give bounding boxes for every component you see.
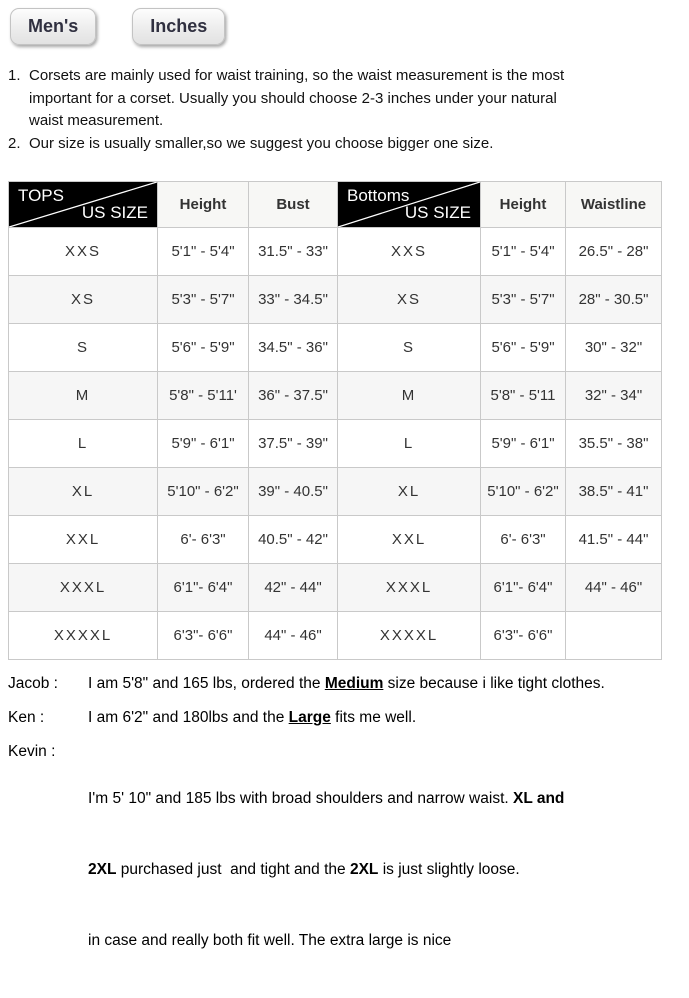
bottoms-height-cell: 5'3" - 5'7" bbox=[481, 276, 566, 324]
bottoms-size-cell: XXL bbox=[338, 516, 481, 564]
tops-size-cell: XL bbox=[9, 468, 158, 516]
tops-size-cell: XXS bbox=[9, 228, 158, 276]
bottoms-height-cell: 6'- 6'3" bbox=[481, 516, 566, 564]
bottoms-height-cell: 6'3"- 6'6" bbox=[481, 612, 566, 660]
bust-cell: 37.5" - 39" bbox=[249, 420, 338, 468]
bottoms-height-cell: 5'6" - 5'9" bbox=[481, 324, 566, 372]
bottoms-size-cell: L bbox=[338, 420, 481, 468]
header-row bbox=[9, 182, 662, 228]
table-row bbox=[9, 564, 662, 612]
tops-height-cell: 5'8" - 5'11' bbox=[158, 372, 249, 420]
waistline-header: Waistline bbox=[566, 182, 662, 228]
tops-size-cell: S bbox=[9, 324, 158, 372]
testimonial-text: I am 6'2" and 180lbs and the Large fits me well. bbox=[88, 709, 417, 726]
gender-button[interactable]: Men's bbox=[10, 8, 96, 45]
testimonial-text bbox=[88, 741, 689, 998]
bust-cell: 34.5" - 36" bbox=[249, 324, 338, 372]
note-text: Our size is usually smaller,so we suggest you choose bigger one size. bbox=[29, 134, 494, 152]
toolbar bbox=[0, 0, 689, 45]
table-row bbox=[9, 516, 662, 564]
note-number: 1. bbox=[8, 67, 21, 84]
tops-height-header: Height bbox=[158, 182, 249, 228]
tops-height-cell: 6'1"- 6'4" bbox=[158, 564, 249, 612]
table-row bbox=[9, 324, 662, 372]
note-item-2 bbox=[8, 133, 689, 156]
kevin-line-2: 2XL purchased just and tight and the 2XL is just slightly loose. bbox=[88, 861, 520, 878]
size-highlight: 2XL bbox=[88, 861, 117, 878]
notes-list bbox=[8, 65, 689, 155]
table-row bbox=[9, 612, 662, 660]
tops-size-cell: L bbox=[9, 420, 158, 468]
table-row bbox=[9, 228, 662, 276]
bottoms-size-cell: XXS bbox=[338, 228, 481, 276]
size-highlight: 2XL bbox=[349, 861, 379, 878]
waistline-cell: 44" - 46" bbox=[566, 564, 662, 612]
bottoms-height-cell: 5'10" - 6'2" bbox=[481, 468, 566, 516]
tops-us-size-header bbox=[9, 182, 158, 228]
bust-cell: 31.5" - 33" bbox=[249, 228, 338, 276]
unit-button[interactable]: Inches bbox=[132, 8, 225, 45]
tops-label: TOPS bbox=[18, 186, 64, 205]
kevin-line-3: in case and really both fit well. The extra large is nice bbox=[88, 932, 452, 949]
tops-height-cell: 5'1" - 5'4" bbox=[158, 228, 249, 276]
tops-size-cell: XS bbox=[9, 276, 158, 324]
bust-cell: 33" - 34.5" bbox=[249, 276, 338, 324]
bottoms-height-cell: 5'9" - 6'1" bbox=[481, 420, 566, 468]
waistline-cell bbox=[566, 612, 662, 660]
bust-cell: 36" - 37.5" bbox=[249, 372, 338, 420]
note-text: Corsets are mainly used for waist training, so the waist measurement is the most important for a corset. Usually you should choose 2-3 inches under your natural waist measurement. bbox=[29, 67, 565, 129]
bottoms-size-cell: XS bbox=[338, 276, 481, 324]
bottoms-size-cell: XXXL bbox=[338, 564, 481, 612]
table-row bbox=[9, 468, 662, 516]
waistline-cell: 41.5" - 44" bbox=[566, 516, 662, 564]
testimonial-jacob bbox=[8, 673, 689, 695]
waistline-cell: 38.5" - 41" bbox=[566, 468, 662, 516]
tops-size-cell: XXL bbox=[9, 516, 158, 564]
tops-height-cell: 5'9" - 6'1" bbox=[158, 420, 249, 468]
us-size-label: US SIZE bbox=[81, 203, 148, 222]
testimonial-kevin bbox=[8, 741, 689, 998]
tops-height-cell: 5'10" - 6'2" bbox=[158, 468, 249, 516]
bottoms-label: Bottoms bbox=[347, 186, 410, 205]
bust-cell: 44" - 46" bbox=[249, 612, 338, 660]
bottoms-height-cell: 5'1" - 5'4" bbox=[481, 228, 566, 276]
bottoms-height-header: Height bbox=[481, 182, 566, 228]
tops-height-cell: 6'3"- 6'6" bbox=[158, 612, 249, 660]
waistline-cell: 26.5" - 28" bbox=[566, 228, 662, 276]
bottoms-height-cell: 6'1"- 6'4" bbox=[481, 564, 566, 612]
waistline-cell: 35.5" - 38" bbox=[566, 420, 662, 468]
testimonial-name: Jacob : bbox=[8, 675, 58, 692]
testimonial-name: Ken : bbox=[8, 709, 45, 726]
waistline-cell: 28" - 30.5" bbox=[566, 276, 662, 324]
bottoms-us-size-header bbox=[338, 182, 481, 228]
bust-cell: 39" - 40.5" bbox=[249, 468, 338, 516]
bottoms-size-cell: XL bbox=[338, 468, 481, 516]
table-row bbox=[9, 276, 662, 324]
note-item-1 bbox=[8, 65, 689, 133]
tops-height-cell: 5'3" - 5'7" bbox=[158, 276, 249, 324]
size-highlight: XL and bbox=[513, 790, 565, 807]
testimonial-ken bbox=[8, 707, 689, 729]
bust-header: Bust bbox=[249, 182, 338, 228]
tops-size-cell: XXXXL bbox=[9, 612, 158, 660]
bottoms-size-cell: M bbox=[338, 372, 481, 420]
bottoms-size-cell: XXXXL bbox=[338, 612, 481, 660]
bust-cell: 42" - 44" bbox=[249, 564, 338, 612]
us-size-label: US SIZE bbox=[404, 203, 471, 222]
testimonials-section bbox=[8, 673, 689, 998]
waistline-cell: 32" - 34" bbox=[566, 372, 662, 420]
testimonial-text: I am 5'8" and 165 lbs, ordered the Medium size because i like tight clothes. bbox=[88, 675, 605, 692]
bust-cell: 40.5" - 42" bbox=[249, 516, 338, 564]
tops-height-cell: 6'- 6'3" bbox=[158, 516, 249, 564]
table-row bbox=[9, 372, 662, 420]
size-chart-table bbox=[8, 181, 662, 660]
table-row bbox=[9, 420, 662, 468]
tops-size-cell: M bbox=[9, 372, 158, 420]
size-highlight: Medium bbox=[324, 675, 384, 692]
size-highlight: Large bbox=[288, 709, 331, 726]
note-number: 2. bbox=[8, 134, 21, 152]
tops-height-cell: 5'6" - 5'9" bbox=[158, 324, 249, 372]
testimonial-name: Kevin : bbox=[8, 743, 56, 760]
waistline-cell: 30" - 32" bbox=[566, 324, 662, 372]
kevin-line-1: I'm 5' 10" and 185 lbs with broad shoulders and narrow waist. XL and bbox=[88, 790, 565, 807]
bottoms-height-cell: 5'8" - 5'11 bbox=[481, 372, 566, 420]
tops-size-cell: XXXL bbox=[9, 564, 158, 612]
bottoms-size-cell: S bbox=[338, 324, 481, 372]
